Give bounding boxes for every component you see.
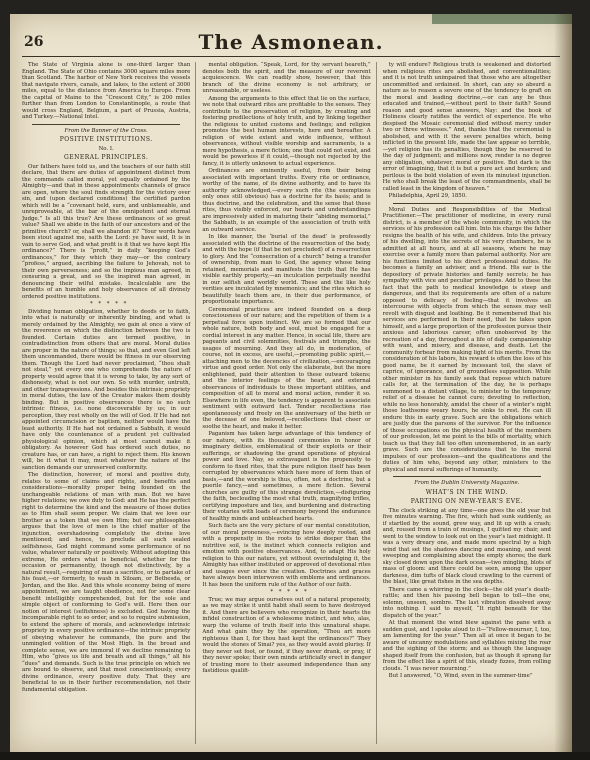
text-columns: [22, 62, 556, 744]
article-paragraph: Dividing human obligation, whether to deeds or to faith, into what is naturally or inherently binding, and what is merely ordained by the Almighty, we gain at once a view of the reverence on which the distinction between the two is founded. Certain duties are termed positive, in contradistinction from others that are moral. Moral duties are proper in the nature of things; so that, and even God left them unconmanded, there would be fitness in our observing them. Though the Lord had never proclaimed, “thou shalt not steal,” yet every one who comprehends the nature of property would agree that it is wrong to take, by any sort of dishonesty, what is not our own. So with murder, untruth, and other transgressions. And besides this intrinsic propriety in moral duties, the law of the Creator makes them doubly binding. But in positive observances there is no such intrinsic fitness, i.e. none discoverable by us; in our perception, they rest wholly on the will of God. If He had not appointed circumcision or baptism, neither would have the least authority. If He had not ordained a Sabbath, it would have only the countenance of a prudent yet cultivated physiological opinion, which at most cannot make it obligatory. As however God has ordered such duties, no creature has, or can have, a right to reject them. His known will, be it what it may, must whatever the nature of the sanction demands our unreserved conformity.: [22, 308, 191, 471]
article-paragraph: At that moment the wind blew against the pane with a sudden gust, and I spoke aloud to it—“Fellow-mourner, I, too, am lamenting for the year.” Then all at once it began to be aware of uncanny modulations and syllables mixing the roar and the sighing of the storm; and as though the language shaped itself from the confusion, but as though it sprang far from the effect like a spirit of this, steady fizzes, from rolling clouds. “I was never mourning.”: [382, 620, 551, 672]
article-paragraph: Ceremonial practices are indeed founded on a deep consciousness of our nature; and the repetition of them is a perpetual force upon instinct. We are so formed that our whole nature, both body and soul, must be engaged for a cordial interest in any matter. Hence, in social life, there are pageants and civil solemnities, festivals and triumphs, the usages of mourning. And they all do, in moderation, of course, not in excess, are useful,—promoting public spirit,—attaching men to the decencies of civilization,—encouraging virtue and good order. Not only the elaborate, but the more enlightened, paid their attention to these outward tokens; and the interior feelings of the heart, and external observances of individuals to these important utilities, and composition of all to moral and moral action, render it so. Elsewhere in life even, the tendency is apparent to associate sentiment with outward fact. Tender recollections rise spontaneously and freely on the anniversary of the birth or the decease of one beloved,—recollections that cheer or soothe the heart, and make it better.: [202, 306, 371, 430]
section-divider: [393, 203, 541, 204]
column-right: [383, 62, 556, 744]
masthead-title: The Asmonean.: [198, 30, 384, 54]
article-paragraph: The clock striking at any time—one gives the old year but five minutes warning. The fire, which had sunk suddenly, as if startled by the sound, grew way, and lit up with a crash; and, roused from a train of musings, I quitted my chair, and went to the window to look out on the year’s last midnight. It was a very dreary one, and made more spectral by a high wind that set the shadows dancing and moaning, and went sweeping and complaining about the empty shores; the dark sky closed down upon the dark ocean—two mingling, blots of mass of gloom: and there could be seen, among the upper darkness, dim tufts of black cloud crawling to the current of the blast, like great fishes in the sea depths.: [382, 507, 551, 585]
article-heading: PARTING ON NEW-YEAR’S EVE.: [410, 498, 523, 505]
article-paragraph: But I answered, “O, Wind, even in the summer-time”: [388, 673, 533, 679]
newspaper-page: [10, 14, 572, 752]
article-paragraph: Our fathers have told us, and the teachers of our faith still declare, that there are duties of appointment distinct from the commands called moral, yet equally ordained by the Almighty—and that in these appointments channels of grace are open, where the soul finds strength for the victory over sin, and (upon declared conditions) the certified pardon which will be a “covenant held, sure, and unblameable, and unreproveable, at the bar of the omnipotent and eternal Judge.” Is all this true? Are these ordinances of so great value? Shall we abide in the faith of our ancestors and of the primitive church? or, shall we abandon it? “Your words have been stout against me, saith the Lord: ye have said, It is in vain to serve God, and what profit is it that we have kept His ordinance?” There is “profit,” in daily “keeping God’s ordinances,” for they which they may—or the contrary “profess,” argued, ascribing the failure to Jehovah, not to their own perverseness; and so the impious man agreed, in censuring a great, and so the inspired man agreed, in denouncing their wilful mistake. Incalculable are the benefits of an humble and holy observance of all divinely ordered positive institutions.: [22, 163, 191, 300]
column-left: [22, 62, 196, 744]
article-paragraph: The State of Virginia alone is one-third larger than England. The State of Ohio contains 3000 square miles more than Scotland. The harbor of New York receives the vessels that navigate rivers, canals, and lakes, to the extent of 3000 miles, equal to the distance from America to Europe. From the capital of Maine to the “Crescent City,” is 200 miles further than from London to Constantinople, a route that would cross England, Belgium, a part of Prussia, Austria, and Turkey.—National Intel.: [22, 62, 191, 120]
column-middle: [202, 62, 376, 744]
article-paragraph: Ordinances are eminently useful, from their being associated with important truths. Every rite or ordinance, worthy of the name, of its divine authority, and to have its authority acknowledged,—every such rite (the exemptions only ones still obvious) has a doctrine for its basis; and is thus doctrine, and the celebration, and the sense that these rites, thus visibly enforced, our hearts and understandings are impressively aided in maturing their “abiding memorial,” the Sabbath, is an example of the association of truth with an outward service.: [202, 168, 371, 233]
article-paragraph: In like manner, the ‘burial of the dead’ is professedly associated with the doctrine of the resurrection of the body, and with the hope (if that be not precluded) of a resurrection to glory. And the “consecration of a church” being a transfer of ownership, from man to God, the agency whose being retained, memorials and manifests the truth that He has visible earthly property,—an inculcation perpetually needful in our selfish and worldly world. These and the like holy verities are inculcated by mnemonics; and the rites which so beautifully teach them are, in their due performance, of proportionate importance.: [202, 234, 371, 305]
article-subheading: No. I.: [98, 145, 114, 152]
article-paragraph: There came a whirring in the clock—the old year’s death-rattle; and then his passing bell began to toll—the one, solemn, unseen, sombre. The last vibration dissolved away into nothing. I said to myself, “It right beneath for the dispatch of the year.”: [382, 586, 551, 619]
asterism-separator: * * * * *: [89, 301, 129, 307]
article-paragraph: The distinction, however, of moral and positive duty, relates to some of claims and rights, and benefits and considerations—morality proper being founded on the unchangeable relations of man with man. But we have higher relations; we owe duty to God: and He has the perfect right to determine the kind and the measure of those duties as to Him shall seem proper. We claim that we love our brother as a token that we own Him; but our philosophies argues that the love of men is the chief matter of the injunction, overshadowing completely the divine love mentioned; and hence, to preclude all such sealed selfishness, God might command some performance of no value, whatever naturally or positively. Without adopting this extreme, He orders what is beneficial, whether for the occasion or permanently, though not distinctively, by a natural result,—requiring of man a sacrifice, or to partake of his feast,—or formerly, to wash in Siloam, or Bethesda, or Jordan, and the like. And this whole economy being of mere appointment, we are taught obedience, not for some clear benefit intelligibly comprehended, but for the sole and simple object of conforming to God’s will. Here then our notion of interest (selfishness) is excluded. God having the incomparable right to so order, and so to require submission, to extend the sphere of morals, and acknowledge intrinsic propriety in every positive ordinance—the intrinsic propriety of obeying whatever he commands, the pure and the unmingled volition of the Most High. In the broad and complete sense, we are immoral if we decline remaining to Him, who “gives us life and breath and all things,” all his “dues” and demands. Such is the true principle on which we are bound to observe, and that most conscientiously, every divine ordinance, every positive duty. That they are beneficial to us in their further recommendation, not their fundamental obligation.: [22, 472, 191, 693]
article-paragraph: Philadelphia, April 29, 1850.: [388, 193, 467, 199]
scan-bottom-edge: [0, 752, 590, 760]
spine-shadow: [554, 14, 572, 752]
article-paragraph: True; we may argue ourselves out of a natural propensity, as we may strike it until habit shall seem to have destroyed it. And there are believers who recognize in their hearts the infidel construction of a wholesome instinct, and who, alas, warp the volume of truth itself into this unnatural shape. And what gain they by the operation, “Thou art more righteous than I, for thou hast kept the ordinances?” They would the stones of Sinai? yes, as they would avoid plurisy. If they never set foot, or found, if they never drank, or pray, if they never spoke; their own minds artificially erect in danger of trusting more to their assumed independence than any fastidious qualifi-: [202, 596, 371, 674]
section-divider: [32, 124, 180, 125]
asterism-separator: * * * * *: [270, 589, 309, 595]
page-number: 26: [24, 34, 44, 50]
article-paragraph: ty will endure? Religious truth is weakened and distorted when religious rites are abolished, and conventionalities; and it is not truth unimpaired that those who are altogether uncommitted and ordained. In short, can any so absurd a nature as to reason a severe one of the tendency to graft on the moral and leading doctrine,—or can any be thus educated and trained,—without peril to their faith? Sound reason and good sense answers, Nay: and the book of Holiness clearly ratifies the verdict of experience. He who despised the Mosaic ceremonial died without mercy under two or three witnesses.” And, thanks that the ceremonial is abolished, and with it the severe penalties which, being inflicted in the present life, made the law appear so terrible,—yet religion has its penalties, though they be reserved to the day of judgment; and millions now, render is no degree any obligation, whatever, moral or positive. But dark is the error of imagining, that it is but a pure act and burden; and perilous is the bold violation of even its minutest injunction. He who shall break the least of the commandments, shall be called least in the kingdom of heaven.”: [382, 62, 551, 192]
article-paragraph: Such facts are the very picture of our mental constitution, of our moral proneness,—evincing how deeply rooted, and with a propensity in the roots to strike deeper than the nutritive soil, is the instinct which connects religion and emotion with positive observances. And, to adapt His holy religion to this our nature, yet without overindulging it, the Almighty has either instituted or approved of devotional rites and usages ever since the creation. Doctrines and graces have always been interwoven with emblems and ordinances. It has been the uniform rule of the Author of our faith.: [202, 523, 371, 588]
source-credit: From the Dublin University Magazine.: [414, 480, 520, 486]
article-paragraph: Paganism has taken large advantage of this tendency of our nature, with its thousand ceremonies in honor of imaginary deities, emblematical of their exploits or their sufferings, or shadowing the grand operations of physical power and love. Nay, so extravagant is the propensity to conform to fixed rites, that the pure religion itself has been corrupted by observances which have more of form than of basis,—and the worship is thus, often, not a doctrine, but a puerile fancy,—and sometimes, a mere fiction. Several churches are guilty of this strange dereliction,—disfiguring the faith, beclouding the most vital truth, magnifying trifles, certifying imposture and lies, and burdening and distracting their votaries with loads of ceremony beyond the endurance of healthy minds and unbleached hearts.: [202, 431, 371, 522]
article-heading: WHAT’S IN THE WIND.: [425, 488, 508, 496]
article-paragraph: Among the arguments to this effect that lie on the surface, we note that outward rites are profitable to the senses. They contribute to the preservation of religion, by creating and fostering predilections of holy truth, and by linking together the religious to united customs and feelings; and religion promotes the best human interests, here and hereafter. A religion of wide extent and wide influence, without observances, without visible worship and sacraments, is a mere hypothesis, a mere fiction; one that could not exist, and would be powerless if it could,—though not rejected by the fancy, it is utterly unknown to actual experience.: [202, 95, 371, 167]
article-paragraph: Moral Duties and Responsibilities of the Medical Practitioner.—The practitioner of medicine, in every rural district, is a member of the whole community, in which the services of his profession call him. Into his charge the father resigns the health of his wife, and children. Into the privacy of his dwelling, into the secrets of his very chambers, he is admitted at all hours, and at all seasons, where he may exercise over a family more than paternal authority. Nor are his functions limited to his direct professional duties. He becomes a family an adviser, and a friend. His ear is the depository of private histories and family secrets; he has sympathy with vice and peculiar privileges. Add to these the fact that the path to medical knowledge is steep and dangerous, and that its requirements are often of a nature opposed to delicacy of feeling—that it involves an intercourse with objects from which the senses may well revolt with disgust and loathing. Be it remembered that his services are performed in their need, that he takes upon himself, and a large proportion of the profession pursue their anxious and laborious career, often unobserved by the recreation of a day, throughout a life of daily companionship with want, and misery, and disease, and death. Let the community forbear from making light of his merits. From the consideration of his labors, his reward is often the loss of his good name, be it earned by incessant toil, the slave of caprice, of ignorance, and of groundless supposition. While other minister in his family seek that repose which nature calls for, at the termination of the day, he is perhaps summoned to a distant village, to minister to the temporary relief of a disease he cannot cure; devoting to reflection, while no less honorably, amidst the cheer of a winter’s night those loathsome weary hours, he sinks to rest. He can ill endure this in early grave. Such are the obligations which are justly due the parsons of the survivor. For the influence of those occupations on the physical health of the members of our profession, let me point to the bills of mortality, which teach us that they fall too often unremembered, in an early grave. Such are the considerations that to the moral impulses of our profession—and the qualifications and the duties of him who, beyond any other, ministers to the physical and moral sufferings of humanity.: [382, 206, 551, 473]
section-divider: [393, 476, 541, 477]
page-header: [22, 30, 560, 57]
binding-edge: [432, 14, 572, 24]
article-paragraph: mental obligation. “Speak, Lord, for thy servant heareth,” denotes both the spirit, and the measure of our reverent acquiescence. We can readily show, however, that this branch of the divine economy is not arbitrary, or unreasonable, or useless.: [202, 62, 371, 94]
source-credit: From the Banner of the Cross.: [64, 127, 148, 134]
article-heading: POSITIVE INSTITUTIONS.: [59, 136, 153, 143]
article-heading: GENERAL PRINCIPLES.: [63, 154, 149, 161]
